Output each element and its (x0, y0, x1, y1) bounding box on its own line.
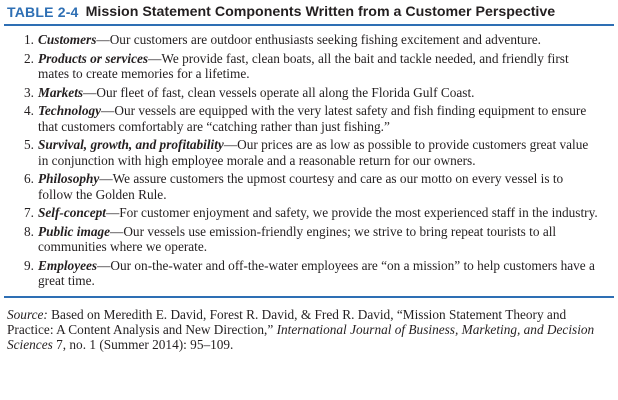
item-separator: — (83, 84, 97, 100)
table-number: TABLE 2-4 (7, 4, 79, 20)
item-text (38, 32, 598, 48)
item-text (38, 258, 598, 289)
item-term: Self-concept (38, 205, 106, 220)
item-term: Customers (38, 32, 97, 47)
item-text (38, 171, 598, 202)
list-item (4, 103, 614, 134)
list-item (4, 32, 614, 48)
item-body: Our prices are as low as possible to provide customers great value in conjunction with high employee morale and a reasonable return for our owners. (38, 137, 589, 168)
item-separator: — (110, 223, 124, 239)
item-number: 1. (24, 32, 34, 47)
list-item (4, 85, 614, 101)
component-list (4, 26, 614, 296)
list-item (4, 258, 614, 289)
item-body: We assure customers the upmost courtesy and care as our motto on every vessel is to follow the Golden Rule. (38, 171, 564, 202)
item-number: 2. (24, 50, 34, 66)
item-body: Our on-the-water and off-the-water employees are “on a mission” to help customers have a great time. (38, 257, 595, 288)
item-term: Philosophy (38, 171, 100, 186)
item-term: Markets (38, 84, 84, 100)
item-body: Our vessels are equipped with the very latest safety and fish finding equipment to ensure that customers comfortably are “catching rather than just fishing.” (38, 103, 587, 134)
source-note (7, 307, 607, 353)
item-text (38, 51, 598, 82)
item-number: 3. (24, 84, 34, 100)
list-item (4, 171, 614, 202)
item-number: 6. (24, 171, 34, 186)
item-term: Technology (38, 103, 102, 118)
item-separator: — (101, 103, 115, 118)
item-body: For customer enjoyment and safety, we provide the most experienced staff in the industry. (119, 205, 598, 220)
item-separator: — (99, 171, 113, 186)
item-number: 9. (24, 257, 34, 273)
item-number: 7. (24, 205, 34, 220)
item-term: Survival, growth, and profitability (38, 137, 224, 152)
source-text-before: Based on Meredith E. David, Forest R. David, & Fred R. David, “Mission Statement Theory and Practice: A Content Analysis and New Direction,” (7, 306, 567, 337)
item-body: We provide fast, clean boats, all the bait and tackle needed, and friendly first mates to create memories for a lifetime. (38, 50, 569, 81)
item-term: Products or services (38, 50, 149, 66)
list-item (4, 205, 614, 221)
item-number: 8. (24, 223, 34, 239)
item-text (38, 103, 598, 134)
source-journal: International Journal of Business, Marketing, and Decision Sciences (7, 321, 595, 352)
source-label: Source: (7, 306, 48, 322)
bottom-rule (4, 296, 614, 298)
item-number: 5. (24, 137, 34, 152)
item-text (38, 137, 598, 168)
list-item (4, 137, 614, 168)
item-term: Public image (38, 223, 111, 239)
table-title: Mission Statement Components Written from a Customer Perspective (85, 4, 556, 20)
item-separator: — (105, 205, 120, 220)
item-separator: — (223, 137, 238, 152)
table-box (4, 0, 614, 352)
item-text (38, 85, 598, 101)
table-header (4, 0, 614, 24)
item-number: 4. (24, 103, 34, 118)
item-body: Our customers are outdoor enthusiasts seeking fishing excitement and adventure. (109, 32, 541, 47)
item-body: Our fleet of fast, clean vessels operate all along the Florida Gulf Coast. (96, 84, 475, 100)
item-separator: — (97, 257, 111, 273)
list-item (4, 51, 614, 82)
list-item (4, 224, 614, 255)
item-text (38, 205, 598, 221)
item-separator: — (96, 32, 110, 47)
item-separator: — (148, 50, 162, 66)
item-body: Our vessels use emission-friendly engines; we strive to bring repeat tourists to all communities where we operate. (38, 223, 557, 254)
source-text-after: 7, no. 1 (Summer 2014): 95–109. (52, 336, 234, 352)
item-text (38, 224, 598, 255)
item-term: Employees (38, 257, 98, 273)
